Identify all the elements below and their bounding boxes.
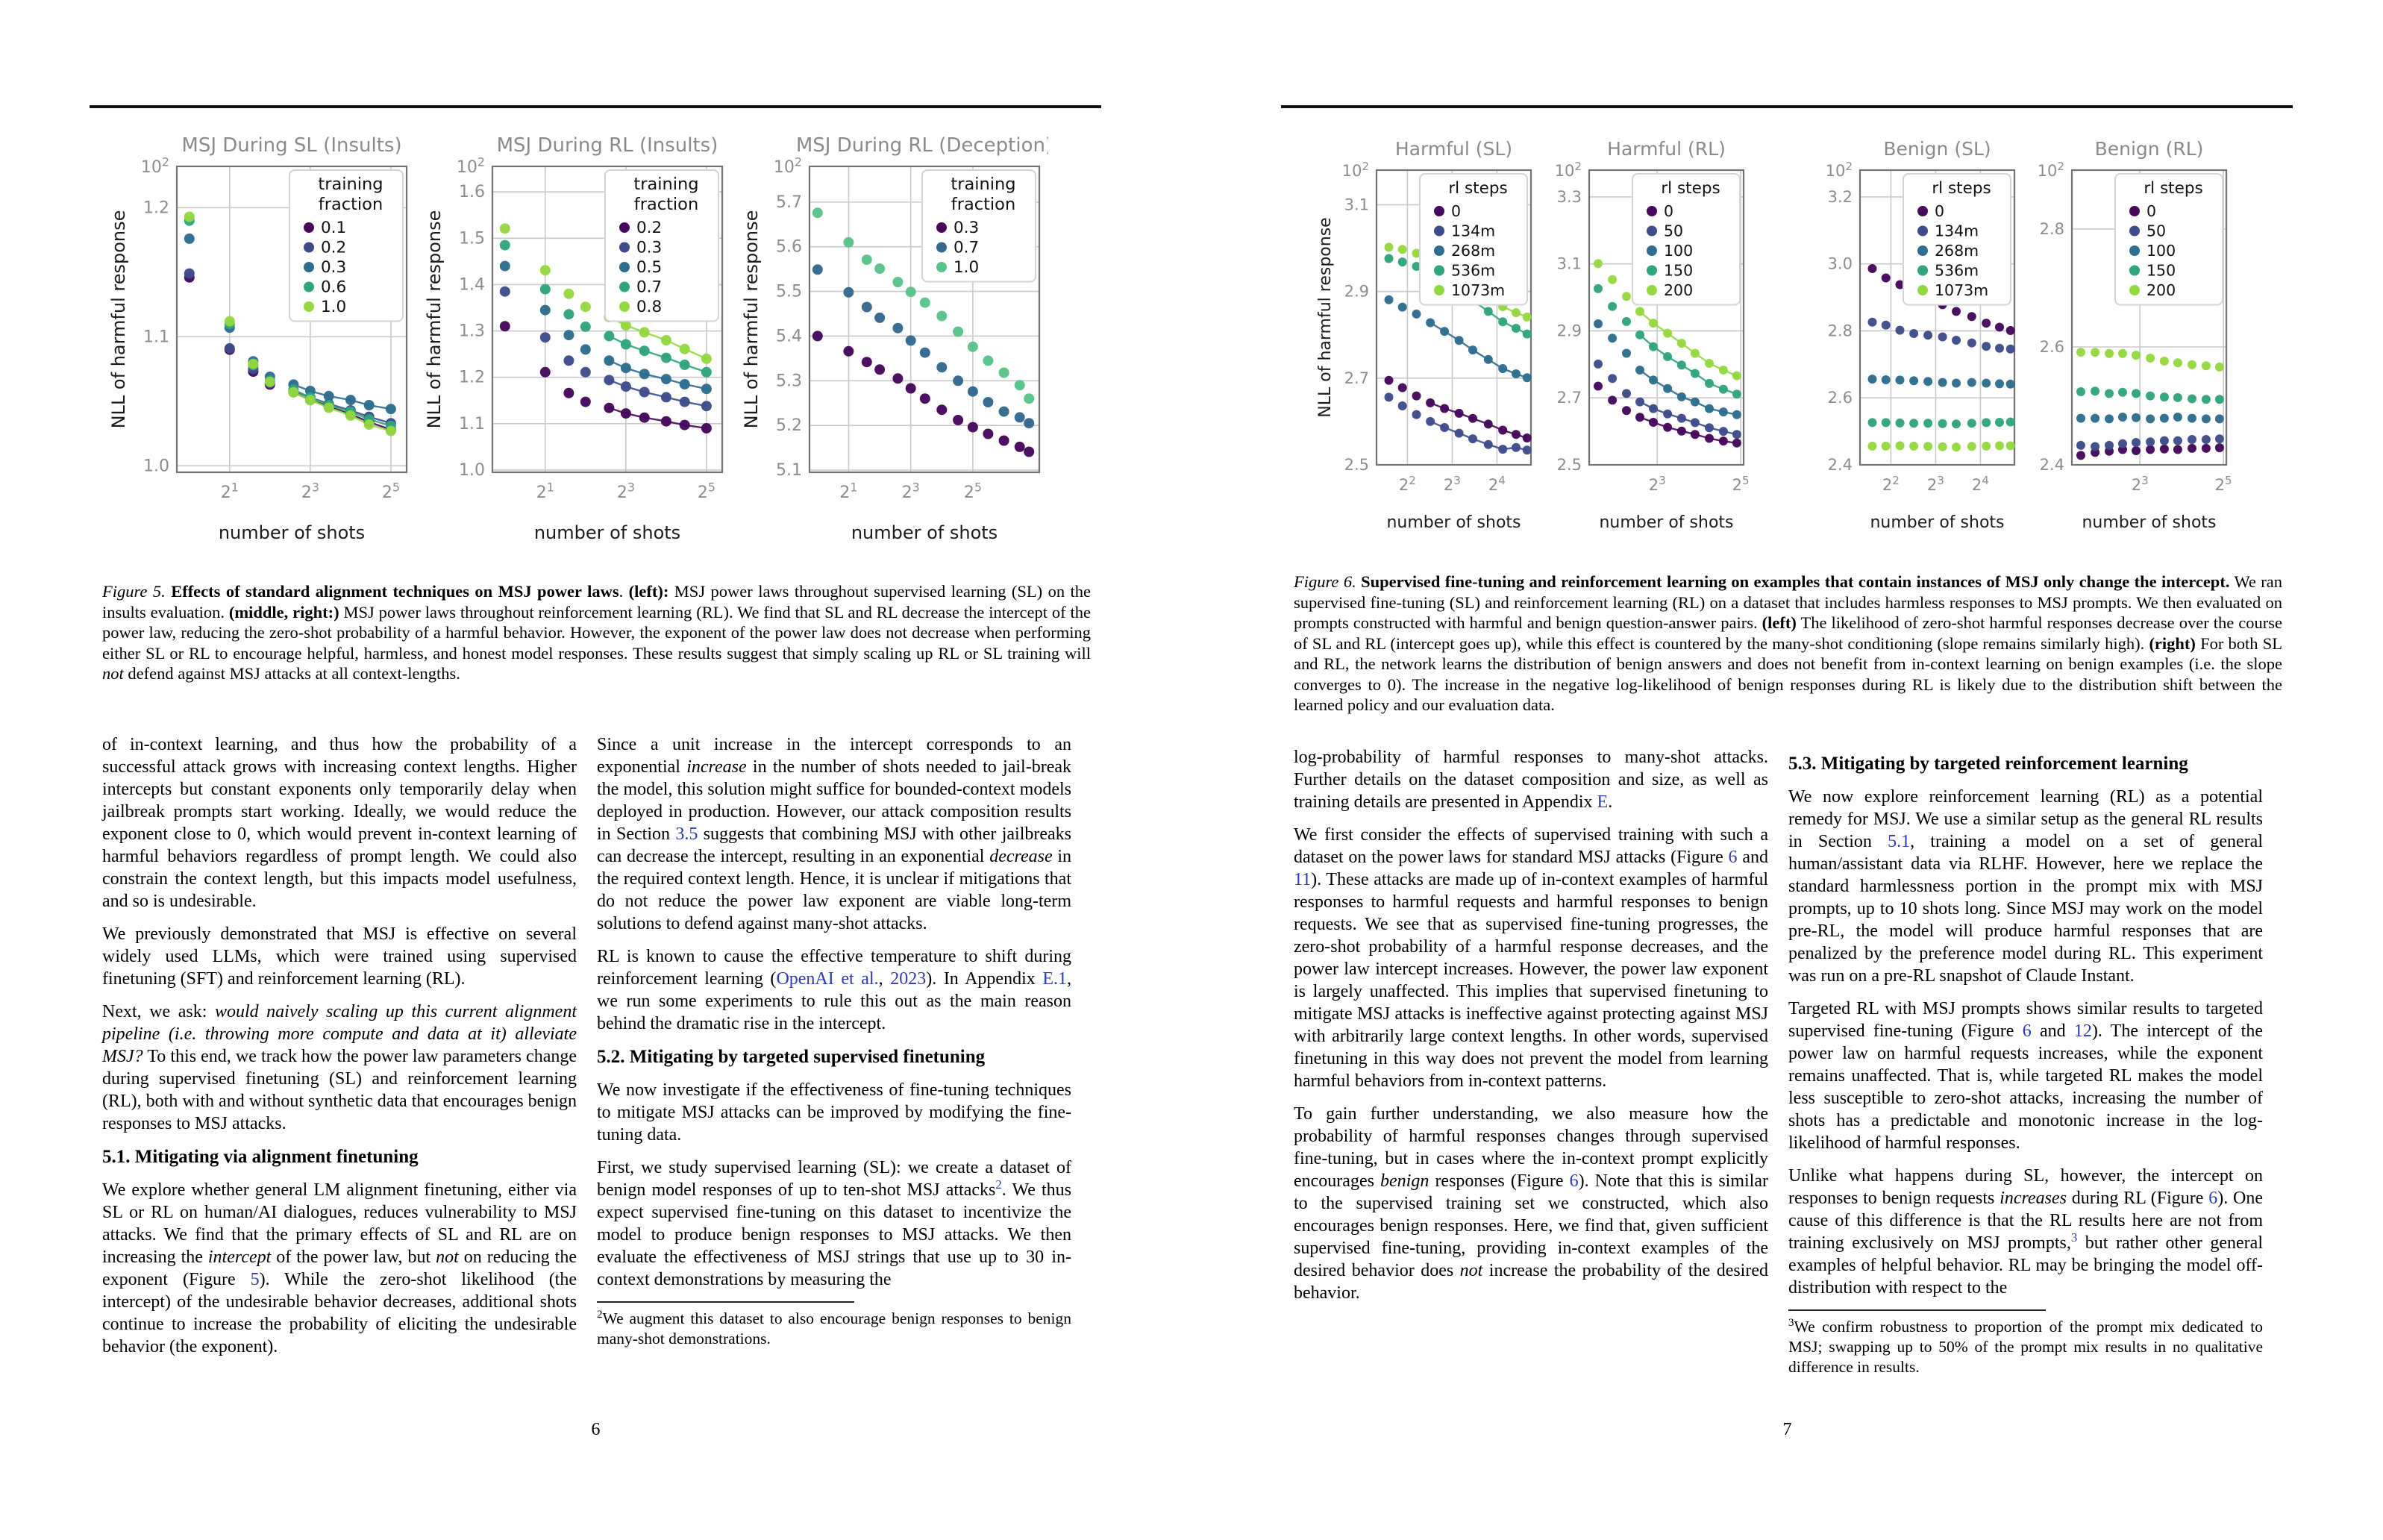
ref-link[interactable]: 6 — [1569, 1171, 1579, 1191]
page-7 — [1192, 0, 2383, 1540]
chart-msj-sl-insults — [110, 120, 416, 551]
svg-text:2.7: 2.7 — [1556, 389, 1582, 407]
figure-5-caption — [102, 581, 1091, 684]
svg-text:5.2: 5.2 — [776, 416, 802, 436]
paragraph — [1294, 824, 1768, 1092]
svg-text:2.8: 2.8 — [1827, 322, 1853, 340]
paragraph — [102, 923, 577, 990]
text-run: ). These attacks are made up of in-context examples of harmful responses to harmful requests and harmful responses to benign requests. We see that as supervised fine-tuning progresses, the zero-shot probability of a harmful response decreases, and the power law intercept increases. However, the power law exponent is largely unaffected. This implies that supervised finetuning to mitigate MSJ attacks is ineffective against protecting against MSJ with arbitrarily large context lengths. In other words, supervised finetuning in this way does not prevent the model from learning harmful behaviors from in-context patterns. — [1294, 870, 1768, 1091]
svg-text:training: training — [951, 175, 1016, 194]
svg-text:2.4: 2.4 — [2039, 456, 2064, 474]
svg-text:0.1: 0.1 — [321, 219, 347, 237]
text-run: but rather other general examples of helpful behavior. RL may be bringing the model off-distribution with respect to the — [1788, 1233, 2263, 1298]
svg-text:0: 0 — [1935, 202, 1945, 220]
bold-text: (middle, right:) — [228, 602, 339, 622]
text-run: ). The intercept of the power law on harmful requests increases, while the exponent remains unaffected. That is, while targeted RL makes the model less susceptible to zero-shot attacks, increasing the number of shots has a predictable and monotonic increase in the log-likelihood of harmful responses. — [1788, 1021, 2264, 1153]
svg-text:2.9: 2.9 — [1344, 282, 1369, 301]
text-run: The likelihood of zero-shot harmful responses decrease over the course of SL and RL (intercept goes up), while this effect is countered by the many-shot conditioning (slope remains similarly high). — [1294, 613, 2282, 653]
svg-text:2.5: 2.5 — [1556, 456, 1582, 474]
svg-text:1.6: 1.6 — [459, 183, 485, 202]
svg-text:102: $10^2$ — [1825, 160, 1853, 180]
paragraph — [1788, 998, 2263, 1154]
svg-text:0: 0 — [2146, 202, 2157, 220]
svg-text:1.5: 1.5 — [459, 229, 485, 248]
svg-text:102: $10^2$ — [456, 154, 485, 177]
svg-text:268m: 268m — [1451, 242, 1496, 260]
text-run: of in-context learning, and thus how the probability of a successful attack grows with increasing context lengths. Higher intercepts but constant exponents only temporarily delay when jailbreak prompts start working. Ideally, we would reduce the exponent close to 0, which would prevent in-context learning of harmful behaviors regardless of prompt length. We could also constrain the context length, but this impacts model usefulness, and so is undesirable. — [102, 735, 577, 911]
svg-text:150: 150 — [1664, 261, 1694, 280]
footnote-marker: 2 — [597, 1308, 603, 1321]
paragraph — [1788, 1165, 2263, 1299]
svg-text:25: $2^5$ — [381, 480, 400, 502]
svg-text:rl steps: rl steps — [1661, 179, 1720, 198]
svg-text:training: training — [318, 175, 383, 194]
text-run: ). While the zero-shot likelihood (the intercept) of the undesirable behavior decreases, additional shots continue to increase the probability of eliciting the undesirable behavior (the exponent). — [102, 1270, 577, 1356]
svg-text:1.1: 1.1 — [459, 414, 485, 433]
text-run: ). In Appendix — [926, 969, 1043, 989]
page-6-column-1 — [102, 733, 577, 1368]
svg-text:100: 100 — [1664, 242, 1694, 260]
section-heading: 5.1. Mitigating via alignment finetuning — [102, 1147, 419, 1167]
svg-text:102: $10^2$ — [773, 154, 802, 177]
svg-text:MSJ During RL (Insults): MSJ During RL (Insults) — [496, 134, 718, 157]
svg-text:5.6: 5.6 — [776, 237, 802, 257]
italic-text: increase — [686, 757, 747, 777]
svg-text:50: 50 — [1664, 222, 1684, 240]
bold-text: Effects of standard alignment techniques on MSJ power laws — [171, 582, 619, 601]
footnote-rule — [597, 1301, 854, 1303]
svg-text:25: $2^5$ — [963, 480, 982, 502]
svg-text:0.3: 0.3 — [953, 219, 980, 237]
svg-text:3.0: 3.0 — [1827, 254, 1853, 273]
text-run: RL is known to cause the effective temperature to shift during reinforcement learning ( — [597, 947, 1071, 989]
text-run: log-probability of harmful responses to many-shot attacks. Further details on the dataset composition and size, as well as training details are presented in Appendix — [1294, 748, 1768, 812]
svg-text:25: $2^5$ — [1732, 474, 1750, 494]
text-run: Since a unit increase in the intercept corresponds to an exponential — [597, 735, 1071, 777]
text-run: during RL (Figure — [2066, 1189, 2209, 1208]
svg-text:1.3: 1.3 — [459, 322, 485, 341]
svg-text:training: training — [633, 175, 699, 194]
text-run: We confirm robustness to proportion of the prompt mix dedicated to MSJ; swapping up to 50% of the prompt mix results in no qualitative difference in results. — [1788, 1318, 2263, 1376]
paragraph — [102, 733, 577, 913]
text-run: , — [878, 969, 891, 989]
chart-benign-sl — [1799, 127, 2022, 539]
svg-text:2.4: 2.4 — [1827, 456, 1853, 474]
svg-text:23: $2^3$ — [1648, 474, 1666, 494]
svg-text:24: $2^4$ — [1971, 474, 1989, 494]
svg-text:MSJ During RL (Deception): MSJ During RL (Deception) — [795, 134, 1048, 157]
bold-text: (right) — [2149, 633, 2196, 653]
figure-5 — [0, 0, 1192, 582]
svg-text:24: $2^4$ — [1488, 474, 1506, 494]
svg-text:3.1: 3.1 — [1344, 195, 1369, 214]
svg-text:2.5: 2.5 — [1344, 456, 1369, 474]
section-heading: 5.2. Mitigating by targeted supervised finetuning — [597, 1047, 986, 1067]
svg-text:23: $2^3$ — [2131, 474, 2149, 494]
svg-text:0.7: 0.7 — [953, 238, 980, 257]
text-run: We now explore reinforcement learning (RL) as a potential remedy for MSJ. We use a similar setup as the general RL results in Section — [1788, 787, 2263, 851]
bold-text: (left) — [1762, 613, 1797, 632]
italic-text: Figure 6. — [1294, 572, 1356, 591]
footnote-ref-link[interactable]: 2 — [995, 1177, 1002, 1192]
italic-text: not — [1459, 1261, 1483, 1280]
svg-text:fraction: fraction — [633, 195, 699, 214]
svg-text:fraction: fraction — [318, 195, 383, 214]
svg-text:536m: 536m — [1451, 261, 1496, 280]
ref-link[interactable]: 6 — [2022, 1021, 2032, 1041]
ref-link[interactable]: 3.5 — [675, 824, 698, 844]
svg-text:1.0: 1.0 — [143, 457, 169, 476]
text-run: in the required context length. Hence, it is unclear if mitigations that do not reduce the power law exponent are viable long-term solutions to defend against many-shot attacks. — [597, 847, 1071, 933]
ref-link[interactable]: 5.1 — [1888, 832, 1911, 851]
text-run: We explore whether general LM alignment finetuning, either via SL or RL on human/AI dialogues, reduces vulnerability to MSJ attacks. We find that the primary effects of SL and RL are on increasing the — [102, 1180, 577, 1267]
chart-harmful-rl — [1528, 127, 1751, 539]
italic-text: intercept — [207, 1248, 272, 1267]
text-run: increase the probability of the desired behavior. — [1294, 1261, 1768, 1303]
paragraph — [597, 1156, 1071, 1291]
svg-text:0.3: 0.3 — [636, 238, 663, 257]
italic-text: would naively scaling up this current alignment pipeline (i.e. throwing more compute and data at it) alleviate MSJ? — [102, 1002, 577, 1066]
section-heading: 5.3. Mitigating by targeted reinforcement learning — [1788, 754, 2188, 774]
svg-text:1.4: 1.4 — [459, 275, 485, 295]
svg-text:0: 0 — [1451, 202, 1462, 220]
ref-link[interactable]: 6 — [2208, 1189, 2218, 1208]
svg-text:number of shots: number of shots — [2082, 513, 2217, 532]
svg-text:Harmful (SL): Harmful (SL) — [1394, 138, 1513, 160]
text-run: For both SL and RL, the network learns the distribution of benign answers and does not benefit from in-context learning on benign examples (i.e. the slope converges to 0). The increase in the negative log-likelihood of benign responses during RL is likely due to the distribution shift between the learned policy and our evaluation data. — [1294, 633, 2283, 714]
ref-link[interactable]: 11 — [1294, 870, 1312, 889]
page-6-column-2 — [597, 733, 1071, 1349]
svg-text:25: $2^5$ — [2214, 474, 2232, 494]
svg-text:5.1: 5.1 — [776, 461, 802, 481]
text-run: MSJ power laws throughout supervised learning (SL) on the insults evaluation. — [102, 582, 1092, 622]
svg-text:200: 200 — [2146, 281, 2176, 299]
text-run: and — [2031, 1021, 2074, 1041]
svg-text:0.2: 0.2 — [321, 238, 347, 257]
text-run: of the power law, but — [271, 1248, 436, 1267]
chart-msj-rl-deception — [742, 120, 1048, 551]
text-run: , training a model on a set of general human/assistant data via RLHF. However, here we replace the standard harmlessness portion in the prompt mix with MSJ prompts, up to 10 shots long. Since MSJ may work on the model pre-RL, the model will produce harmful responses that are penalized by the preference model during RL. This experiment was run on a pre-RL snapshot of Claude Instant. — [1788, 832, 2264, 986]
italic-text: Figure 5. — [102, 582, 166, 601]
text-run: responses (Figure — [1429, 1171, 1570, 1191]
figure-6-caption — [1294, 572, 2282, 716]
svg-text:5.4: 5.4 — [776, 327, 802, 346]
chart-benign-rl — [2011, 127, 2234, 539]
svg-text:0.8: 0.8 — [636, 298, 663, 316]
svg-text:NLL of harmful response: NLL of harmful response — [110, 210, 129, 429]
svg-text:102: $10^2$ — [1554, 160, 1582, 180]
text-run: on reducing the exponent (Figure — [102, 1248, 577, 1289]
svg-text:102: $10^2$ — [2037, 160, 2064, 180]
svg-text:200: 200 — [1664, 281, 1694, 299]
text-run: . — [619, 582, 629, 601]
svg-text:25: $2^5$ — [697, 480, 715, 502]
paragraph — [1788, 786, 2263, 987]
text-run: We augment this dataset to also encourage benign responses to benign many-shot demonstrations. — [597, 1309, 1071, 1348]
ref-link[interactable]: 6 — [1728, 848, 1738, 867]
svg-text:23: $2^3$ — [901, 480, 920, 502]
svg-text:102: $10^2$ — [1341, 160, 1369, 180]
svg-text:fraction: fraction — [951, 195, 1016, 214]
svg-text:21: $2^1$ — [839, 480, 858, 502]
svg-text:1.0: 1.0 — [321, 298, 347, 316]
svg-text:number of shots: number of shots — [218, 522, 366, 543]
page-7-column-1 — [1294, 746, 1768, 1315]
page-7-column-2 — [1788, 746, 2263, 1377]
svg-text:Benign (RL): Benign (RL) — [2094, 138, 2204, 160]
italic-text: benign — [1380, 1171, 1430, 1191]
svg-text:2.9: 2.9 — [1556, 322, 1582, 340]
text-run: We now investigate if the effectiveness of fine-tuning techniques to mitigate MSJ attacks can be improved by modifying the fine-tuning data. — [597, 1080, 1071, 1145]
text-run: Unlike what happens during SL, however, the intercept on responses to benign requests — [1788, 1166, 2263, 1208]
paragraph — [597, 1079, 1071, 1146]
text-run: defend against MSJ attacks at all context-lengths. — [123, 664, 460, 683]
svg-text:22: $2^2$ — [1882, 474, 1900, 494]
bold-text: (left): — [628, 582, 669, 601]
svg-text:2.6: 2.6 — [2039, 338, 2064, 356]
footnote — [597, 1309, 1071, 1349]
svg-text:2.8: 2.8 — [2039, 220, 2064, 238]
text-run: Next, we ask: — [102, 1002, 215, 1021]
svg-text:50: 50 — [2146, 222, 2167, 240]
ref-link[interactable]: E.1 — [1042, 969, 1068, 989]
text-run: and — [1737, 848, 1769, 867]
svg-text:NLL of harmful response: NLL of harmful response — [425, 210, 445, 429]
footnote-marker: 3 — [1788, 1316, 1794, 1329]
svg-text:NLL of harmful response: NLL of harmful response — [1316, 217, 1335, 418]
svg-text:1073m: 1073m — [1451, 281, 1506, 299]
italic-text: not — [436, 1248, 459, 1267]
text-run: suggests that combining MSJ with other jailbreaks can decrease the intercept, resulting in an exponential — [597, 824, 1071, 866]
svg-text:100: 100 — [2146, 242, 2176, 260]
svg-text:rl steps: rl steps — [2144, 179, 2203, 198]
paragraph — [597, 945, 1071, 1035]
footnote — [1788, 1317, 2263, 1377]
svg-text:3.2: 3.2 — [1827, 187, 1853, 206]
text-run: ). Note that this is similar to the supervised training set we constructed, which also encourages benign responses. Here, we find that, given sufficient supervised fine-tuning, providing in-context examples of the desired behavior does — [1294, 1171, 1768, 1280]
chart-msj-rl-insults — [425, 120, 731, 551]
svg-text:rl steps: rl steps — [1932, 179, 1991, 198]
svg-text:268m: 268m — [1935, 242, 1979, 260]
paragraph — [597, 733, 1071, 935]
text-run: in the number of shots needed to jail-break the model, this solution might suffice for bounded-context models deployed in production. However, our attack composition results in Section — [597, 757, 1071, 844]
svg-text:number of shots: number of shots — [1386, 513, 1521, 532]
bold-text: Supervised fine-tuning and reinforcement learning on examples that contain instances of MSJ only change the intercept. — [1361, 572, 2230, 591]
text-run: . — [1608, 792, 1613, 812]
svg-text:536m: 536m — [1935, 261, 1979, 280]
svg-text:23: $2^3$ — [616, 480, 635, 502]
footnote-ref-link[interactable]: 3 — [2070, 1230, 2078, 1245]
svg-text:3.1: 3.1 — [1556, 254, 1582, 273]
svg-text:rl steps: rl steps — [1448, 179, 1508, 198]
text-run: To gain further understanding, we also measure how the probability of harmful responses changes through supervised fine-tuning, but in cases where the in-context prompt explicitly encourages — [1294, 1104, 1768, 1191]
svg-text:23: $2^3$ — [301, 480, 319, 502]
svg-text:5.3: 5.3 — [776, 372, 802, 391]
page-number: 7 — [1782, 1420, 1792, 1439]
svg-text:23: $2^3$ — [1443, 474, 1461, 494]
paragraph — [102, 1179, 577, 1358]
ref-link[interactable]: 5 — [250, 1270, 260, 1289]
paragraph — [1294, 746, 1768, 813]
svg-text:number of shots: number of shots — [533, 522, 681, 543]
svg-text:5.7: 5.7 — [776, 192, 802, 212]
text-run: First, we study supervised learning (SL): we create a dataset of benign model responses of up to ten-shot MSJ attacks — [597, 1158, 1071, 1200]
svg-text:0.7: 0.7 — [636, 278, 663, 297]
svg-text:102: $10^2$ — [140, 154, 169, 177]
svg-text:150: 150 — [2146, 261, 2176, 280]
svg-text:NLL of harmful response: NLL of harmful response — [742, 210, 762, 429]
paragraph — [102, 1001, 577, 1135]
svg-text:1.0: 1.0 — [953, 258, 980, 277]
footnote-rule — [1788, 1309, 2046, 1311]
svg-text:22: $2^2$ — [1398, 474, 1416, 494]
svg-text:134m: 134m — [1935, 222, 1979, 240]
svg-text:21: $2^1$ — [220, 480, 239, 502]
svg-text:number of shots: number of shots — [1599, 513, 1734, 532]
svg-text:134m: 134m — [1451, 222, 1496, 240]
italic-text: not — [102, 664, 124, 683]
ref-link[interactable]: 2023 — [890, 969, 927, 989]
svg-text:Benign (SL): Benign (SL) — [1883, 138, 1991, 160]
svg-text:1.0: 1.0 — [459, 460, 485, 480]
text-run: We previously demonstrated that MSJ is effective on several widely used LLMs, which were trained using supervised finetuning (SFT) and reinforcement learning (RL). — [102, 924, 577, 989]
text-run: ). One cause of this difference is that the RL results here are not from training exclusively on MSJ prompts, — [1788, 1189, 2263, 1253]
svg-text:MSJ During SL (Insults): MSJ During SL (Insults) — [181, 134, 402, 157]
text-run: . We thus expect supervised fine-tuning on this dataset to incentivize the model to produce benign responses to MSJ attacks. We then evaluate the effectiveness of MSJ strings that use up to 30 in-context demonstrations by measuring the — [597, 1180, 1071, 1289]
text-run: Targeted RL with MSJ prompts shows similar results to targeted supervised fine-tuning (Figure — [1788, 999, 2263, 1041]
page-number: 6 — [591, 1420, 601, 1439]
svg-text:0.2: 0.2 — [636, 219, 663, 237]
svg-text:21: $2^1$ — [536, 480, 554, 502]
svg-text:0.5: 0.5 — [636, 258, 663, 277]
svg-text:0.6: 0.6 — [321, 278, 347, 297]
svg-text:0: 0 — [1664, 202, 1674, 220]
svg-text:number of shots: number of shots — [1870, 513, 2005, 532]
chart-harmful-sl — [1315, 127, 1538, 539]
ref-link[interactable]: OpenAI et al. — [776, 969, 879, 989]
text-run: , we run some experiments to rule this out as the main reason behind the dramatic rise in the intercept. — [597, 969, 1072, 1033]
text-run: To this end, we track how the power law parameters change during supervised finetuning (SL) and reinforcement learning (RL), both with and without synthetic data that encourages benign responses to MSJ attacks. — [102, 1047, 577, 1133]
text-run: MSJ power laws throughout reinforcement learning (RL). We find that SL and RL decrease the intercept of the power law, reducing the zero-shot probability of a harmful behavior. However, the exponent of the power law does not decrease when performing either SL or RL to encourage helpful, harmless, and honest model responses. These results suggest that simply scaling up RL or SL training will — [102, 602, 1092, 663]
svg-text:2.7: 2.7 — [1344, 369, 1369, 387]
svg-text:1.1: 1.1 — [143, 328, 169, 347]
svg-text:2.6: 2.6 — [1827, 389, 1853, 407]
svg-text:23: $2^3$ — [1926, 474, 1944, 494]
figure-6 — [1192, 0, 2383, 582]
text-run: We ran supervised fine-tuning (SL) and reinforcement learning (RL) on a dataset that includes harmless responses to MSJ prompts. We then evaluated on prompts constructed with harmful and benign question-answer pairs. — [1294, 572, 2283, 632]
svg-text:Harmful (RL): Harmful (RL) — [1607, 138, 1726, 160]
italic-text: increases — [2000, 1189, 2067, 1208]
svg-text:5.5: 5.5 — [776, 282, 802, 301]
svg-text:0.3: 0.3 — [321, 258, 347, 277]
ref-link[interactable]: E — [1597, 792, 1609, 812]
svg-text:number of shots: number of shots — [851, 522, 998, 543]
svg-text:3.3: 3.3 — [1556, 187, 1582, 206]
italic-text: decrease — [989, 847, 1053, 866]
svg-text:1.2: 1.2 — [459, 368, 485, 387]
text-run: We first consider the effects of supervised training with such a dataset on the power laws for standard MSJ attacks (Figure — [1294, 825, 1768, 867]
svg-text:1073m: 1073m — [1935, 281, 1989, 299]
ref-link[interactable]: 12 — [2073, 1021, 2092, 1041]
svg-text:1.2: 1.2 — [143, 198, 169, 218]
paragraph — [1294, 1103, 1768, 1304]
